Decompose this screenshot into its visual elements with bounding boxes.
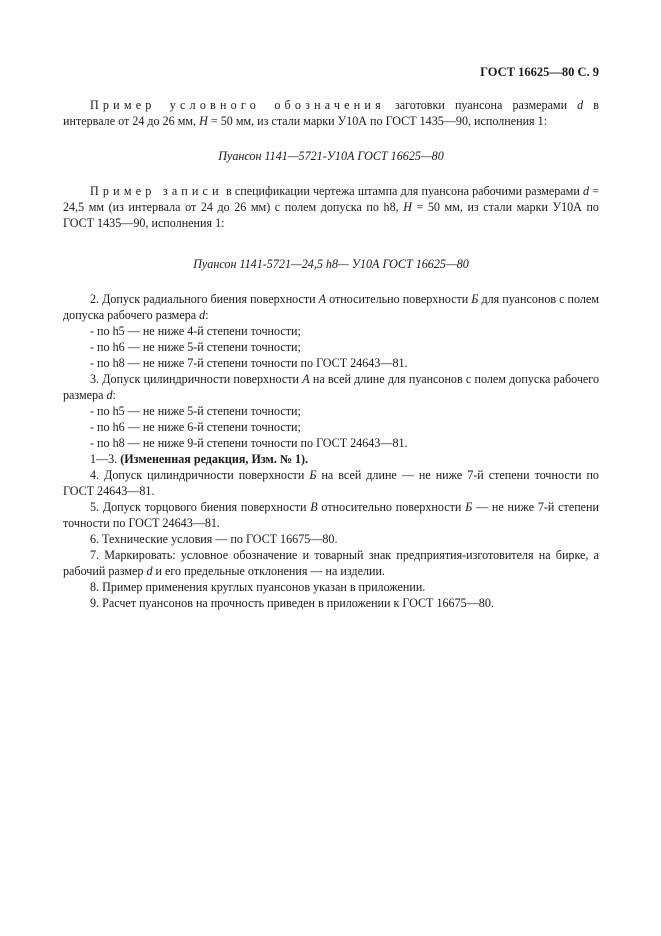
text-run: = 50 мм, из стали марки У10А по ГОСТ 1435—90, исполнения 1: xyxy=(207,114,548,128)
item-8: 8. Пример применения круглых пуансонов указан в приложении. xyxy=(90,580,426,594)
symbol-a: А xyxy=(318,292,327,306)
example-record-paragraph xyxy=(63,183,599,231)
item-2 xyxy=(63,291,599,323)
item-5 xyxy=(63,499,599,531)
list-item: - по h5 — не ниже 5-й степени точности; xyxy=(90,404,301,418)
text-run: в интервале от 24 до 26 мм, xyxy=(63,98,599,128)
text-run: для пуансонов с полем допуска рабочего размера xyxy=(63,292,599,322)
text-run: 4. Допуск цилиндричности поверхности xyxy=(90,468,310,482)
spaced-heading: Пример записи xyxy=(90,184,223,198)
symbol-d: d xyxy=(106,388,113,402)
symbol-b: Б xyxy=(471,292,479,306)
text-run: заготовки пуансона размерами xyxy=(384,98,578,112)
text-run: 3. Допуск цилиндричности поверхности xyxy=(90,372,303,386)
symbol-b: Б xyxy=(309,468,317,482)
text-run: на всей длине для пуансонов с полем допуска рабочего размера xyxy=(63,372,599,402)
text-run: 7. Маркировать: условное обозначение и товарный знак предприятия-изготовителя на бирке, а рабочий размер xyxy=(63,548,599,578)
text-run: 1—3. xyxy=(90,452,121,466)
symbol-d: d xyxy=(146,564,153,578)
symbol-h: H xyxy=(403,200,412,214)
text-run: = 24,5 мм (из интервала от 24 до 26 мм) с полем допуска по h8, xyxy=(63,184,599,214)
list-item: - по h8 — не ниже 7-й степени точности по ГОСТ 24643—81. xyxy=(90,356,408,370)
revision-label: (Измененная редакция, Изм. № 1). xyxy=(120,452,309,466)
designation-2: Пуансон 1141-5721—24,5 h8— У10А ГОСТ 16625—80 xyxy=(193,257,469,271)
text-run: : xyxy=(205,308,209,322)
text-run: в спецификации чертежа штампа для пуансона рабочими размерами xyxy=(222,184,583,198)
text-run: : xyxy=(112,388,116,402)
symbol-d: d xyxy=(199,308,206,322)
item-3 xyxy=(63,371,599,403)
symbol-h: H xyxy=(199,114,208,128)
document-body xyxy=(63,97,599,611)
item-9: 9. Расчет пуансонов на прочность приведен в приложении к ГОСТ 16675—80. xyxy=(90,596,494,610)
example-designation-paragraph xyxy=(63,97,599,129)
item-6: 6. Технические условия — по ГОСТ 16675—80. xyxy=(90,532,338,546)
list-item: - по h6 — не ниже 6-й степени точности; xyxy=(90,420,301,434)
text-run: 5. Допуск торцового биения поверхности xyxy=(90,500,311,514)
text-run: относительно поверхности xyxy=(317,500,466,514)
text-run: и его предельные отклонения — на изделии. xyxy=(152,564,385,578)
list-item: - по h6 — не ниже 5-й степени точности; xyxy=(90,340,301,354)
spaced-heading: Пример условного обозначения xyxy=(90,98,385,112)
text-run: = 50 мм, из стали марки У10А по ГОСТ 1435—90, исполнения 1: xyxy=(63,200,599,230)
text-run: 2. Допуск радиального биения поверхности xyxy=(90,292,319,306)
symbol-d: d xyxy=(582,184,589,198)
symbol-d: d xyxy=(577,98,584,112)
item-4 xyxy=(63,467,599,499)
symbol-a: А xyxy=(302,372,310,386)
revision-note xyxy=(63,451,599,467)
list-item: - по h8 — не ниже 9-й степени точности по ГОСТ 24643—81. xyxy=(90,436,408,450)
text-run: на всей длине — не ниже 7-й степени точности по ГОСТ 24643—81. xyxy=(63,468,599,498)
item-7 xyxy=(63,547,599,579)
symbol-b: Б xyxy=(465,500,473,514)
list-item: - по h5 — не ниже 4-й степени точности; xyxy=(90,324,301,338)
page-header: ГОСТ 16625—80 С. 9 xyxy=(480,65,599,79)
text-run: — не ниже 7-й степени точности по ГОСТ 24643—81. xyxy=(63,500,599,530)
symbol-v: В xyxy=(310,500,318,514)
text-run: относительно поверхности xyxy=(326,292,472,306)
designation-1: Пуансон 1141—5721-У10А ГОСТ 16625—80 xyxy=(218,149,444,163)
